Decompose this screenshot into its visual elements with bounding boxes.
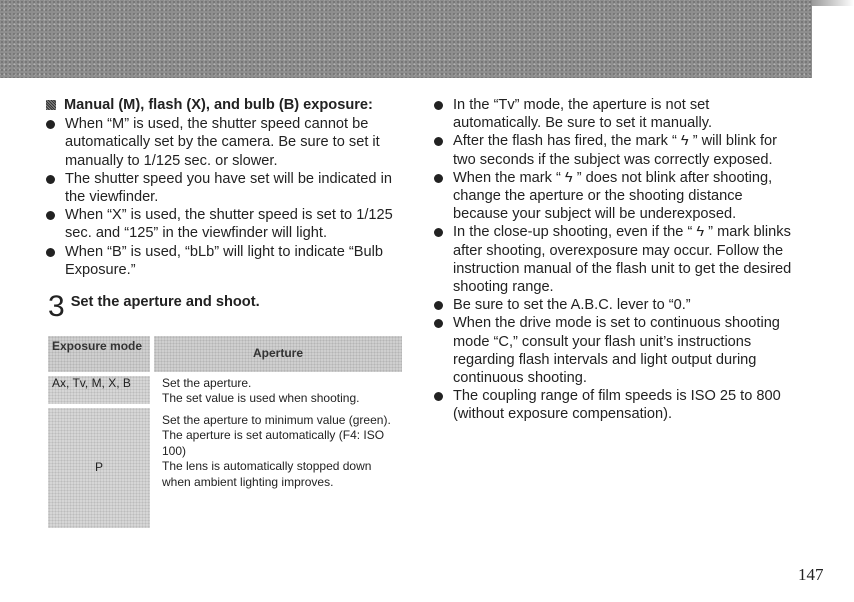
page-number: 147 [798,565,824,584]
step-heading [48,292,260,322]
section-marker-icon [46,100,56,110]
table-cell-line [162,413,400,490]
table-header-aperture [154,336,402,372]
section-title-text: Manual (M), flash (X), and bulb (B) exposure: [64,97,373,113]
list-item: After the flash has fired, the mark “ ϟ ” will blink for two seconds if the subject was correctly exposed. [434,132,794,168]
table-cell-line: The aperture is set automatically (F4: ISO 100) [162,428,385,458]
table-cell-mode [48,408,150,528]
list-item: When “M” is used, the shutter speed cannot be automatically set by the camera. Be sure to set it manually to 1/125 sec. or slower. [46,115,406,170]
table-cell-line: The lens is automatically stopped down when ambient lighting improves. [162,459,372,489]
left-column [46,96,406,279]
table-header-mode: Exposure mode [48,336,150,372]
table-cell-line: Set the aperture to minimum value (green). [162,413,391,427]
list-item: When “B” is used, “bLb” will light to indicate “Bulb Exposure.” [46,243,406,279]
section-title [46,96,406,114]
table-cell-aperture [162,376,400,407]
list-item: In the “Tv” mode, the aperture is not set automatically. Be sure to set it manually. [434,96,794,132]
header-band [0,0,812,78]
list-item: When the mark “ ϟ ” does not blink after shooting, change the aperture or the shooting distance because your subject will be underexposed. [434,169,794,224]
list-item: When “X” is used, the shutter speed is set to 1/125 sec. and “125” in the viewfinder will light. [46,206,406,242]
table-cell-line: Set the aperture. [162,376,252,390]
table-cell-mode-text: P [94,460,103,475]
left-bullet-list [46,115,406,279]
right-bullet-list [434,96,794,424]
list-item: Be sure to set the A.B.C. lever to “0.” [434,296,794,314]
list-item: When the drive mode is set to continuous shooting mode “C,” consult your flash unit’s instructions regarding flash intervals and light output during continuous shooting. [434,314,794,387]
step-text: Set the aperture and shoot. [70,294,260,310]
list-item: The shutter speed you have set will be indicated in the viewfinder. [46,170,406,206]
list-item: In the close-up shooting, even if the “ ϟ ” mark blinks after shooting, overexposure may occur. Follow the instruction manual of the flash unit to get the desired shooting range. [434,223,794,296]
list-item: The coupling range of film speeds is ISO 25 to 800 (without exposure compensation). [434,387,794,423]
table-header-aperture-text: Aperture [252,346,303,361]
right-column [434,96,794,424]
aperture-table [48,336,402,528]
table-cell-line: The set value is used when shooting. [162,391,360,406]
table-cell-line [162,376,400,407]
table-cell-mode: Ax, Tv, M, X, B [48,376,150,404]
step-number: 3 [48,290,65,323]
table-cell-aperture [162,413,400,490]
